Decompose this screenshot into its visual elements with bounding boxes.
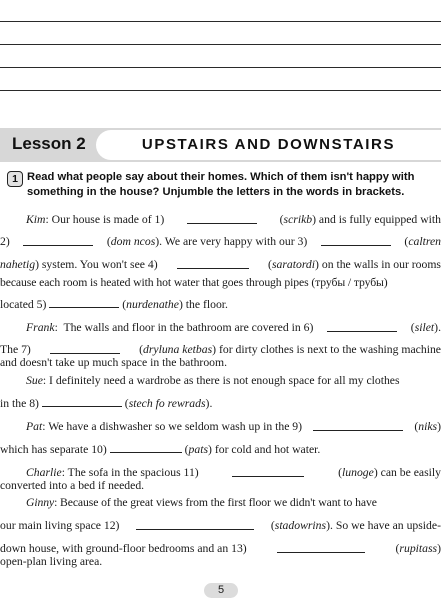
answer-blank-9[interactable] xyxy=(313,420,403,431)
task-text: Read what people say about their homes. Which of them isn't happy with something in the house? Unjumble the letters in the words in brackets. xyxy=(27,171,415,198)
text-line: The 7) (dryluna ketbas) for dirty clothes is next to the washing machine xyxy=(0,343,441,356)
page-number: 5 xyxy=(204,583,238,598)
writing-line xyxy=(0,21,441,22)
answer-blank-6[interactable] xyxy=(327,321,397,332)
answer-blank-13[interactable] xyxy=(277,542,365,553)
lesson-title: UPSTAIRS AND DOWNSTAIRS xyxy=(141,136,396,153)
text-line: Sue: I definitely need a wardrobe as there is not enough space for all my clothes xyxy=(26,374,400,387)
text-line: in the 8) (stech fo rewrads). xyxy=(0,397,213,410)
answer-blank-5[interactable] xyxy=(49,297,119,308)
answer-blank-3[interactable] xyxy=(321,235,391,246)
answer-blank-1[interactable] xyxy=(187,213,257,224)
text-line: Pat: We have a dishwasher so we seldom wash up in the 9) (niks) xyxy=(26,420,441,433)
answer-blank-4[interactable] xyxy=(177,258,249,269)
answer-blank-7[interactable] xyxy=(50,343,120,354)
lesson-banner xyxy=(0,128,441,162)
task-instruction xyxy=(7,170,437,200)
text-line: open-plan living area. xyxy=(0,555,103,568)
answer-blank-8[interactable] xyxy=(42,396,122,407)
text-line: Frank: The walls and floor in the bathroom are covered in 6) (silet). xyxy=(26,321,441,334)
text-line: Kim: Our house is made of 1) (scrikb) and is fully equipped with xyxy=(26,213,441,226)
text-line: and doesn't take up much space in the bathroom. xyxy=(0,356,228,369)
text-line: down house, with ground-floor bedrooms and an 13) (rupitass) xyxy=(0,542,441,555)
text-line: converted into a bed if needed. xyxy=(0,479,145,492)
text-line: which has separate 10) (pats) for cold and hot water. xyxy=(0,443,321,456)
writing-line xyxy=(0,44,441,45)
text-line: 2) (dom ncos). We are very happy with our 3) (caltren xyxy=(0,235,441,248)
answer-blank-12[interactable] xyxy=(136,519,254,530)
answer-blank-2[interactable] xyxy=(23,235,93,246)
text-line: our main living space 12) (stadowrins). So we have an upside- xyxy=(0,519,441,532)
answer-blank-10[interactable] xyxy=(110,442,182,453)
text-line: because each room is heated with hot water that goes through pipes (трубы / трубы) xyxy=(0,276,388,289)
writing-line xyxy=(0,67,441,68)
text-line: nahetig) system. You won't see 4) (saratordi) on the walls in our rooms xyxy=(0,258,441,271)
text-line: Charlie: The sofa in the spacious 11) (lunoge) can be easily xyxy=(26,466,441,479)
lesson-label: Lesson 2 xyxy=(12,134,86,153)
task-number: 1 xyxy=(7,171,23,187)
answer-blank-11[interactable] xyxy=(232,466,304,477)
text-line: located 5) (nurdenathe) the floor. xyxy=(0,298,228,311)
text-line: Ginny: Because of the great views from the first floor we didn't want to have xyxy=(26,496,377,509)
writing-line xyxy=(0,90,441,91)
